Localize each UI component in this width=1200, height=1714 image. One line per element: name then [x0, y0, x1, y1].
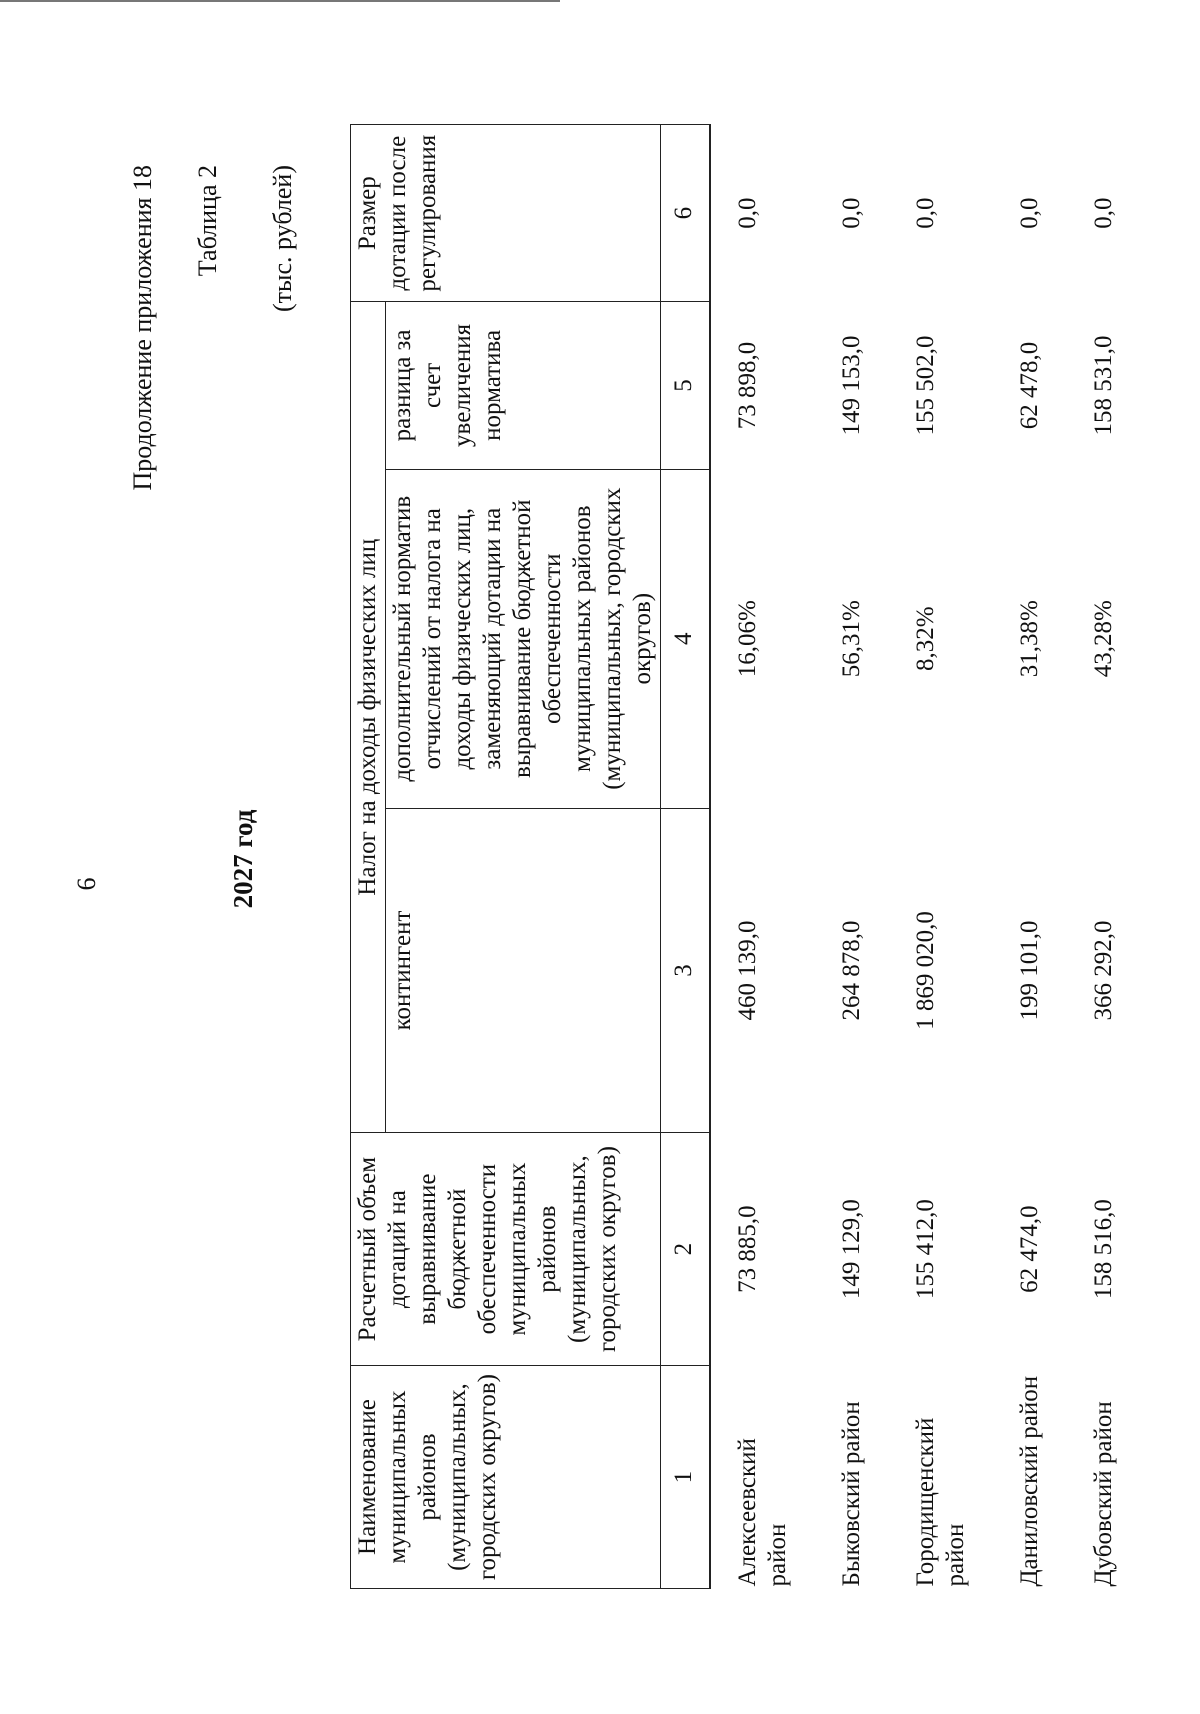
calculated-dotation: 62 474,0	[1016, 1205, 1043, 1293]
norm-difference: 73 898,0	[734, 341, 761, 430]
column-number-row	[661, 125, 711, 1589]
calculated-dotation: 158 516,0	[1090, 1199, 1117, 1300]
header-col2: Расчетный объем дотаций на выравнивание бюджетной обеспеченности муниципальных районов (муниципальных, городских округов)	[351, 1133, 661, 1366]
column-number: 3	[661, 808, 711, 1132]
header-col3: контингент	[386, 808, 661, 1132]
contingent: 366 292,0	[1090, 920, 1117, 1021]
units-label: (тыс. рублей)	[268, 165, 297, 313]
year-title: 2027 год	[228, 809, 258, 909]
header-col1: Наименование муниципальных районов (муниципальных, городских округов)	[351, 1366, 661, 1589]
contingent: 460 139,0	[734, 920, 761, 1021]
contingent: 199 101,0	[1016, 920, 1043, 1021]
norm-difference: 155 502,0	[912, 335, 939, 436]
calculated-dotation: 155 412,0	[912, 1199, 939, 1300]
header-col5: разница за счет увеличения норматива	[386, 302, 661, 469]
calculated-dotation: 149 129,0	[838, 1199, 865, 1300]
table-row	[1067, 125, 1141, 1589]
contingent: 1 869 020,0	[912, 911, 939, 1030]
table-row	[889, 125, 993, 1589]
table-row	[993, 125, 1067, 1589]
additional-norm: 16,06%	[734, 600, 761, 678]
additional-norm: 8,32%	[912, 606, 939, 671]
column-number: 5	[661, 302, 711, 469]
column-number: 6	[661, 125, 711, 302]
header-group-ndfl: Налог на доходы физических лиц	[351, 302, 386, 1133]
contingent: 264 878,0	[838, 920, 865, 1021]
district-name: Алексеевский район	[734, 1438, 791, 1587]
dotation-after-regulation: 0,0	[838, 197, 865, 229]
norm-difference: 149 153,0	[838, 335, 865, 436]
additional-norm: 43,28%	[1090, 600, 1117, 678]
column-number: 1	[661, 1366, 711, 1589]
calculated-dotation: 73 885,0	[734, 1205, 761, 1293]
district-name: Быковский район	[838, 1401, 865, 1587]
column-number: 2	[661, 1133, 711, 1366]
column-number: 4	[661, 469, 711, 808]
district-name: Даниловский район	[1016, 1375, 1043, 1587]
page-number: 6	[72, 877, 101, 891]
dotation-after-regulation: 0,0	[912, 197, 939, 229]
dotation-after-regulation: 0,0	[734, 197, 761, 229]
additional-norm: 31,38%	[1016, 600, 1043, 678]
appendix-label: Продолжение приложения 18	[128, 165, 157, 491]
norm-difference: 158 531,0	[1090, 335, 1117, 436]
table-row	[710, 125, 815, 1589]
district-name: Городищенский район	[912, 1417, 969, 1587]
table-row	[815, 125, 889, 1589]
header-col4: дополнительный норматив отчислений от налога на доходы физических лиц, заменяющий дотации на выравнивание бюджетной обеспеченности муниципальных районов (муниципальных, городских округов)	[386, 469, 661, 808]
dotation-table	[350, 124, 1141, 1589]
header-row-1	[351, 125, 386, 1589]
additional-norm: 56,31%	[838, 600, 865, 678]
dotation-after-regulation: 0,0	[1090, 197, 1117, 229]
header-col6: Размер дотации после регулирования	[351, 125, 661, 302]
dotation-after-regulation: 0,0	[1016, 197, 1043, 229]
district-name: Дубовский район	[1090, 1401, 1117, 1587]
table-label: Таблица 2	[193, 165, 222, 277]
norm-difference: 62 478,0	[1016, 341, 1043, 430]
